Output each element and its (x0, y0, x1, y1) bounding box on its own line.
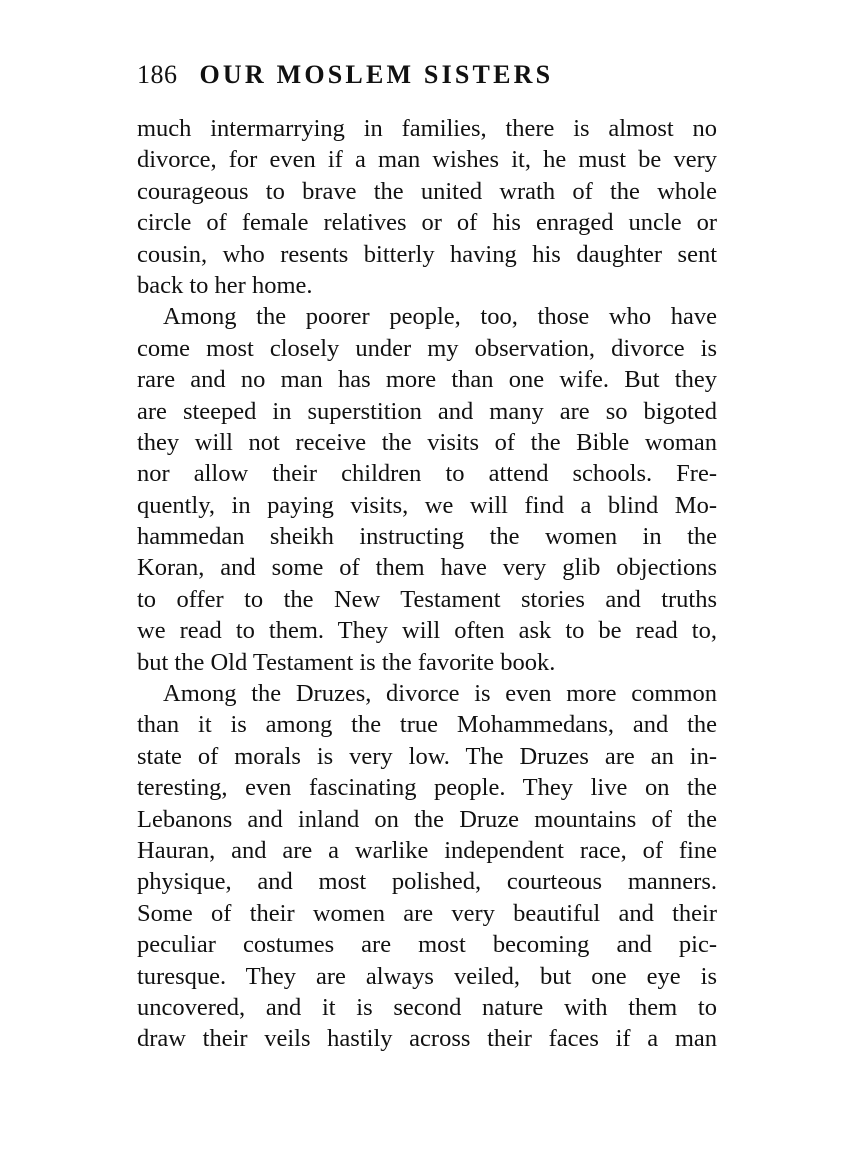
text-line: Hauran, and are a warlike independent race, of fine (137, 836, 717, 864)
text-line: state of morals is very low. The Druzes are an in- (137, 742, 717, 770)
text-line: to offer to the New Testament stories and truths (137, 585, 717, 613)
text-line: Some of their women are very beautiful and their (137, 899, 717, 927)
text-line: we read to them. They will often ask to be read to, (137, 617, 717, 645)
text-line: back to her home. (137, 271, 313, 299)
text-line: quently, in paying visits, we will find a blind Mo- (137, 491, 717, 519)
text-line: are steeped in superstition and many are so bigoted (137, 397, 717, 425)
text-line: Koran, and some of them have very glib objections (137, 554, 717, 582)
text-line: draw their veils hastily across their faces if a man (137, 1025, 717, 1053)
page-number: 186 (137, 60, 178, 89)
running-head (137, 60, 717, 100)
text-line: Among the Druzes, divorce is even more common (163, 680, 717, 708)
text-line: turesque. They are always veiled, but one eye is (137, 962, 717, 990)
text-line: come most closely under my observation, divorce is (137, 334, 717, 362)
text-line: courageous to brave the united wrath of the whole (137, 177, 717, 205)
text-line: Among the poorer people, too, those who have (163, 303, 717, 331)
text-line: nor allow their children to attend schools. Fre- (137, 460, 717, 488)
text-line: they will not receive the visits of the Bible woman (137, 428, 717, 456)
text-line: than it is among the true Mohammedans, and the (137, 711, 717, 739)
text-line: much intermarrying in families, there is almost no (137, 115, 717, 142)
text-line: physique, and most polished, courteous manners. (137, 868, 717, 896)
text-line: hammedan sheikh instructing the women in the (137, 523, 717, 551)
text-line: teresting, even fascinating people. They live on the (137, 774, 717, 802)
text-line: uncovered, and it is second nature with them to (137, 993, 717, 1021)
text-line: rare and no man has more than one wife. But they (137, 366, 717, 394)
text-line: Lebanons and inland on the Druze mountains of the (137, 805, 717, 833)
text-line: divorce, for even if a man wishes it, he must be very (137, 146, 717, 174)
text-line: circle of female relatives or of his enraged uncle or (137, 209, 717, 237)
text-line: cousin, who resents bitterly having his daughter sent (137, 240, 717, 268)
body-text (137, 113, 717, 1055)
text-line: but the Old Testament is the favorite book. (137, 648, 556, 676)
book-title: OUR MOSLEM SISTERS (199, 60, 554, 89)
text-line: peculiar costumes are most becoming and pic- (137, 931, 717, 959)
